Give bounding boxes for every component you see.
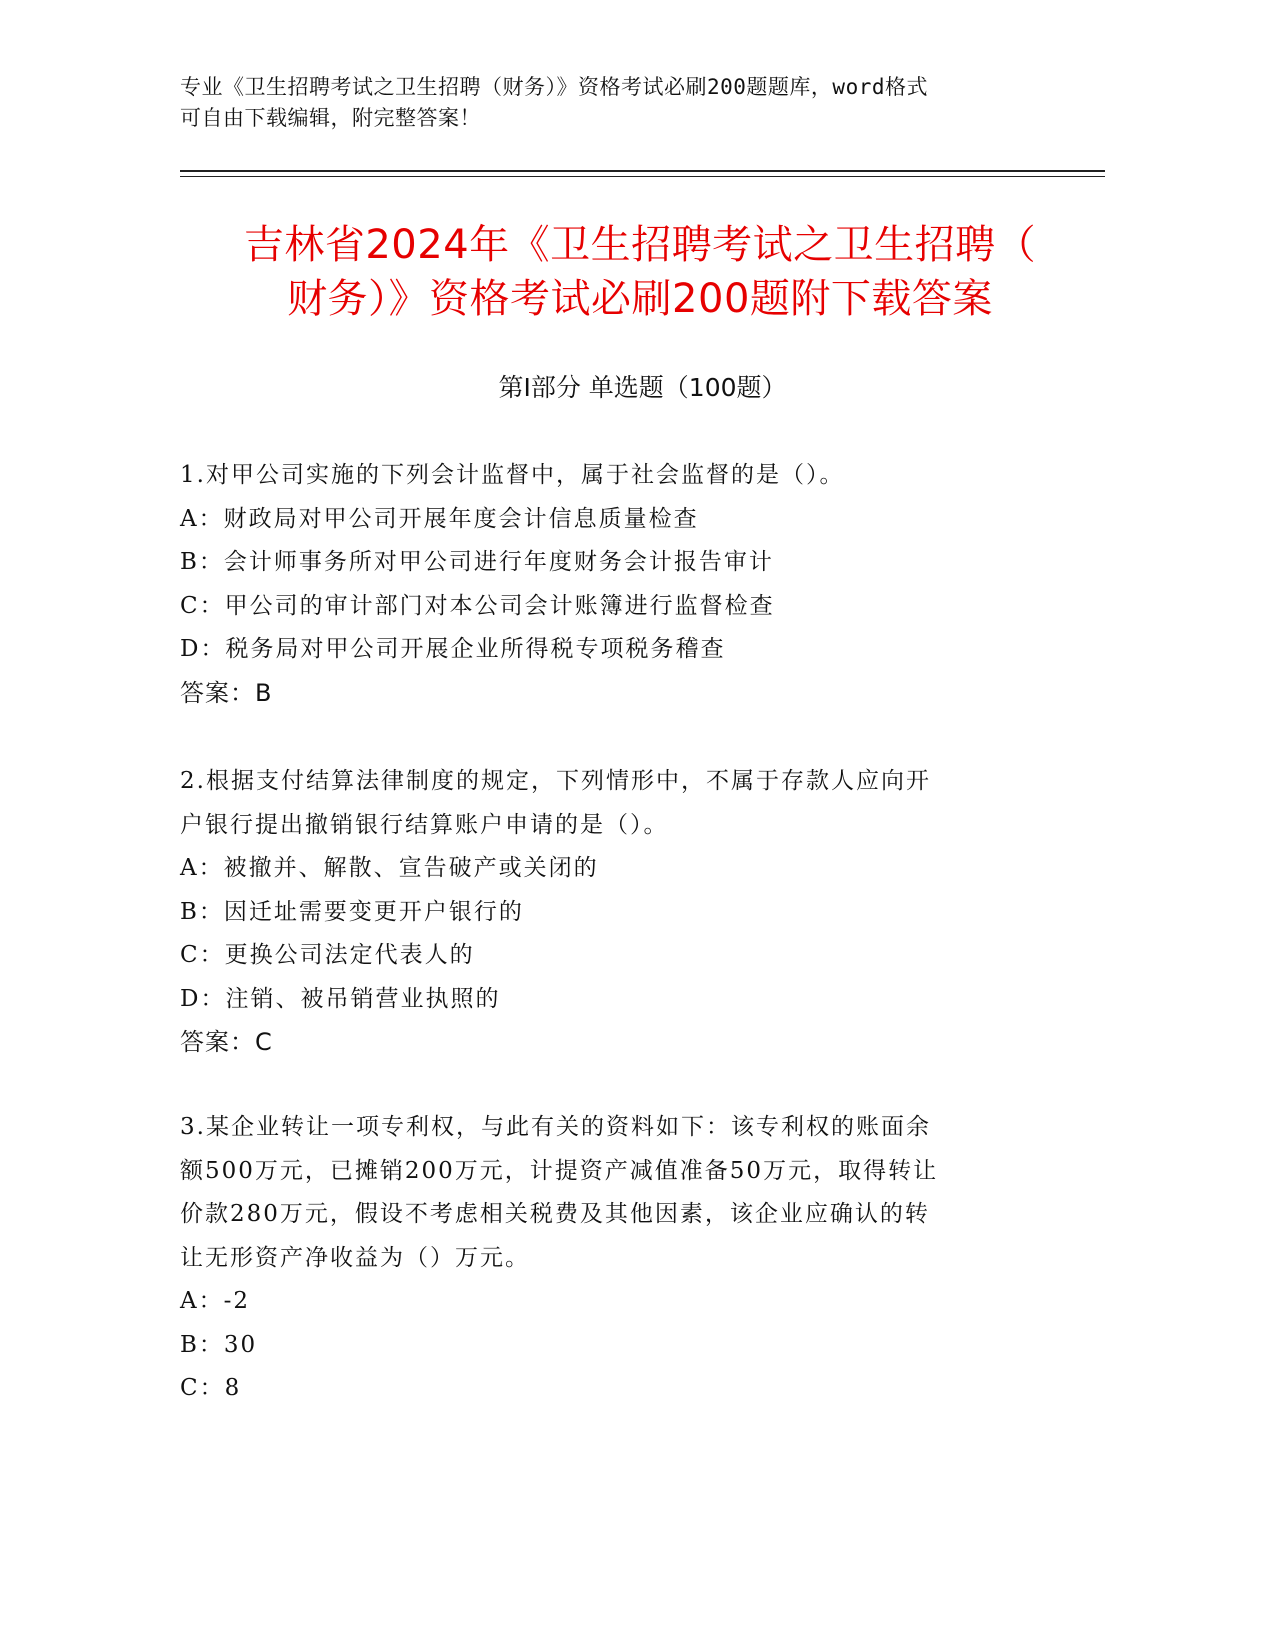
title-line: 财务）》资格考试必刷200题附下载答案 [287,276,993,322]
section-heading: 第Ⅰ部分 单选题（100题） [498,373,787,402]
option-c: C：更换公司法定代表人的 [180,942,475,968]
question-2 [180,760,1080,1065]
question-stem: 1.对甲公司实施的下列会计监督中，属于社会监督的是（）。 [180,462,845,488]
header-rule-thin [180,176,1105,177]
header-rule-thick [180,170,1105,172]
option-d: D：税务局对甲公司开展企业所得税专项税务稽查 [180,636,726,662]
answer-line: 答案：B [180,678,273,707]
option-c: C：甲公司的审计部门对本公司会计账簿进行监督检查 [180,592,775,619]
option-b: B：因迁址需要变更开户银行的 [180,898,524,925]
option-b: B：会计师事务所对甲公司进行年度财务会计报告审计 [180,549,774,575]
question-stem: 3.某企业转让一项专利权，与此有关的资料如下：该专利权的账面余 [180,1114,931,1140]
intro-line: 可自由下载编辑，附完整答案！ [180,106,481,130]
option-a: A：被撤并、解散、宣告破产或关闭的 [180,855,599,881]
question-stem: 让无形资产净收益为（）万元。 [180,1244,530,1271]
intro-line: 专业《卫生招聘考试之卫生招聘（财务）》资格考试必刷200题题库，word格式 [180,75,928,99]
option-d: D：注销、被吊销营业执照的 [180,985,501,1012]
title-line: 吉林省2024年《卫生招聘考试之卫生招聘（ [243,222,1037,268]
option-a: A：财政局对甲公司开展年度会计信息质量检查 [180,505,699,532]
question-stem: 户银行提出撤销银行结算账户申请的是（）。 [180,811,669,838]
option-b: B：30 [180,1331,258,1358]
question-3 [180,1106,1080,1411]
option-a: A：-2 [180,1288,251,1314]
question-1 [180,454,1080,715]
answer-line: 答案：C [180,1028,273,1056]
intro-text [180,72,1040,134]
question-stem: 额500万元，已摊销200万元，计提资产减值准备50万元，取得转让 [180,1157,939,1184]
question-stem: 2.根据支付结算法律制度的规定，下列情形中，不属于存款人应向开 [180,768,931,794]
question-stem: 价款280万元，假设不考虑相关税费及其他因素，该企业应确认的转 [180,1201,930,1227]
option-c: C：8 [180,1375,242,1401]
document-title [160,218,1120,326]
